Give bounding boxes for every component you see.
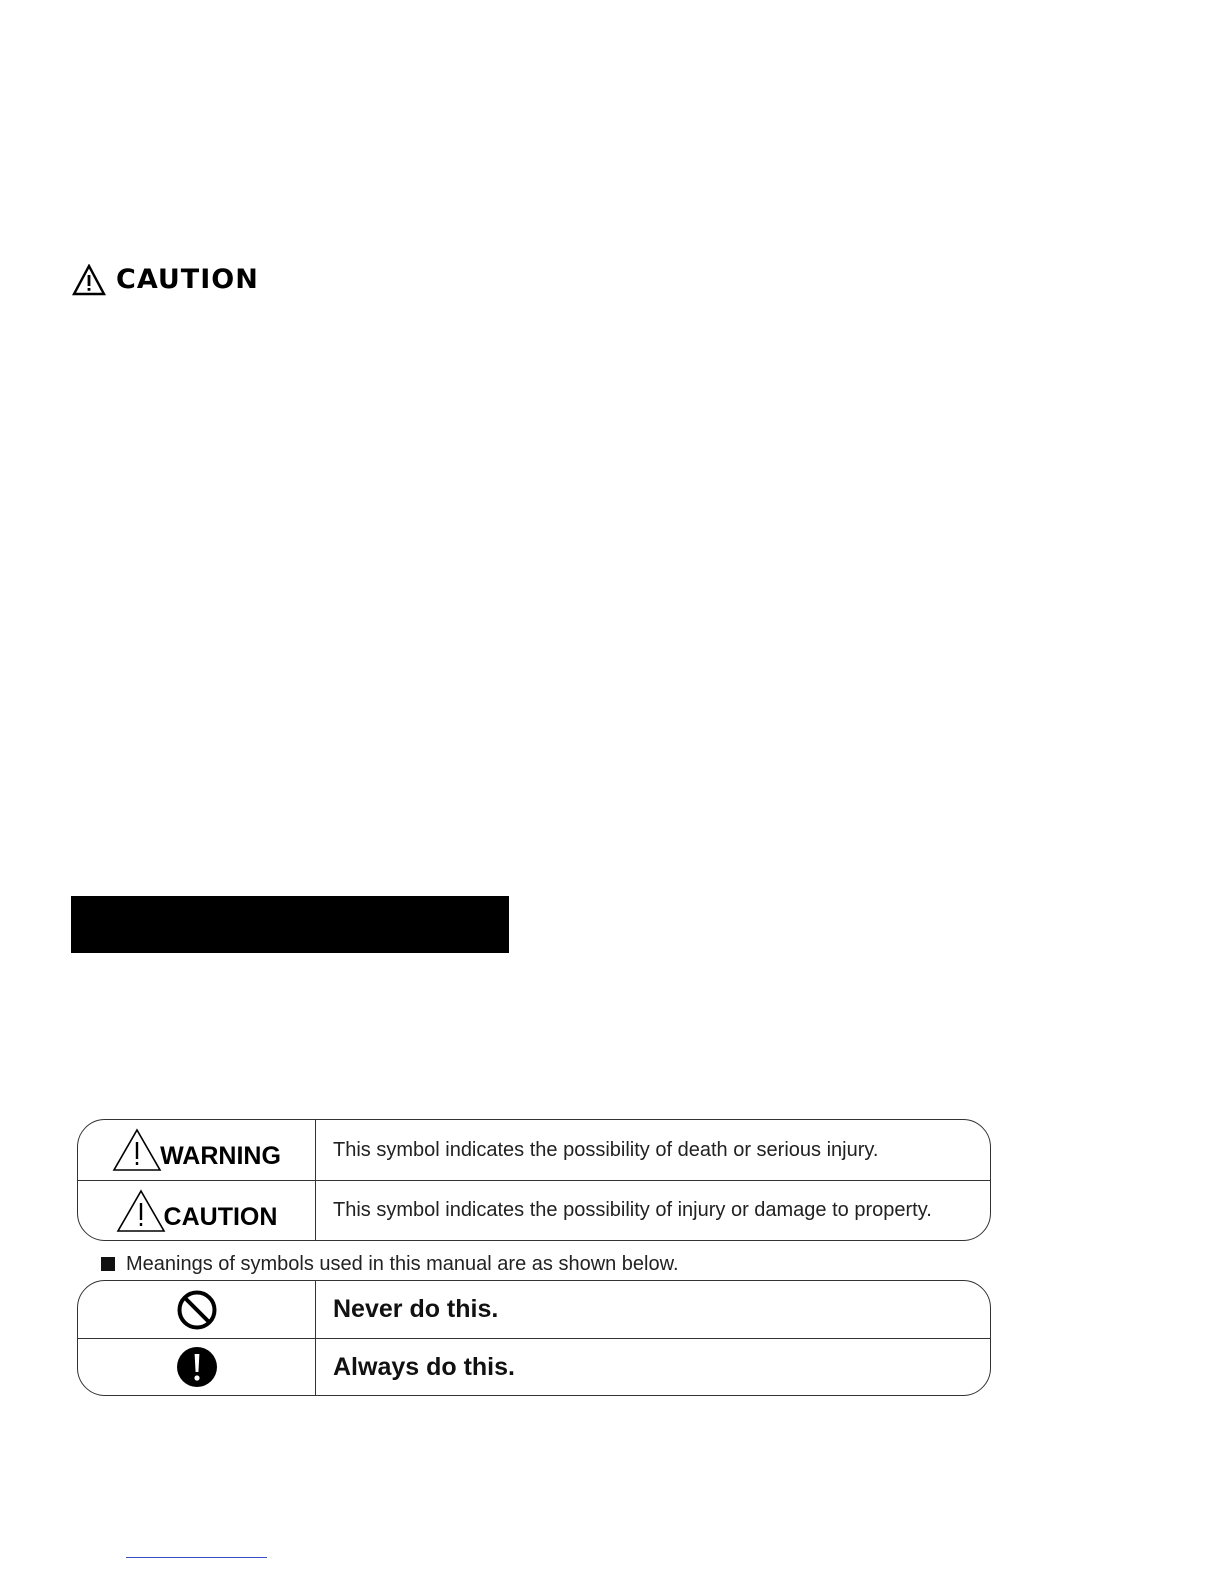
signal-word-cell xyxy=(78,1181,316,1240)
table-row xyxy=(78,1281,990,1338)
caution-heading-label: CAUTION xyxy=(116,264,259,295)
table-row xyxy=(78,1120,990,1180)
signal-word-description: This symbol indicates the possibility of death or serious injury. xyxy=(333,1138,879,1161)
description-cell xyxy=(316,1120,990,1180)
signal-word: WARNING xyxy=(160,1142,281,1170)
symbols-table xyxy=(77,1280,991,1396)
signal-word-description: This symbol indicates the possibility of injury or damage to property. xyxy=(333,1199,932,1221)
footer-rule xyxy=(126,1557,267,1558)
warning-triangle-icon xyxy=(112,1128,162,1172)
meanings-note xyxy=(101,1251,679,1277)
symbol-description: Always do this. xyxy=(333,1352,515,1381)
meanings-note-text: Meanings of symbols used in this manual are as shown below. xyxy=(126,1252,679,1275)
warning-label xyxy=(112,1128,281,1172)
warning-triangle-icon xyxy=(116,1189,166,1233)
warning-triangle-icon xyxy=(72,264,106,296)
signal-word-cell xyxy=(78,1120,316,1180)
symbol-description: Never do this. xyxy=(333,1295,499,1323)
caution-label xyxy=(116,1189,278,1233)
symbol-cell xyxy=(78,1281,316,1338)
description-cell xyxy=(316,1339,990,1395)
caution-heading xyxy=(72,262,259,298)
section-header-bar xyxy=(71,896,509,953)
description-cell xyxy=(316,1281,990,1338)
signal-word: CAUTION xyxy=(163,1202,278,1231)
black-square-icon xyxy=(101,1257,115,1271)
description-cell xyxy=(316,1181,990,1240)
exclamation-circle-icon xyxy=(176,1346,218,1388)
signal-words-table xyxy=(77,1119,991,1241)
symbol-cell xyxy=(78,1339,316,1395)
table-row xyxy=(78,1338,990,1395)
prohibition-icon xyxy=(176,1289,218,1331)
table-row xyxy=(78,1180,990,1240)
